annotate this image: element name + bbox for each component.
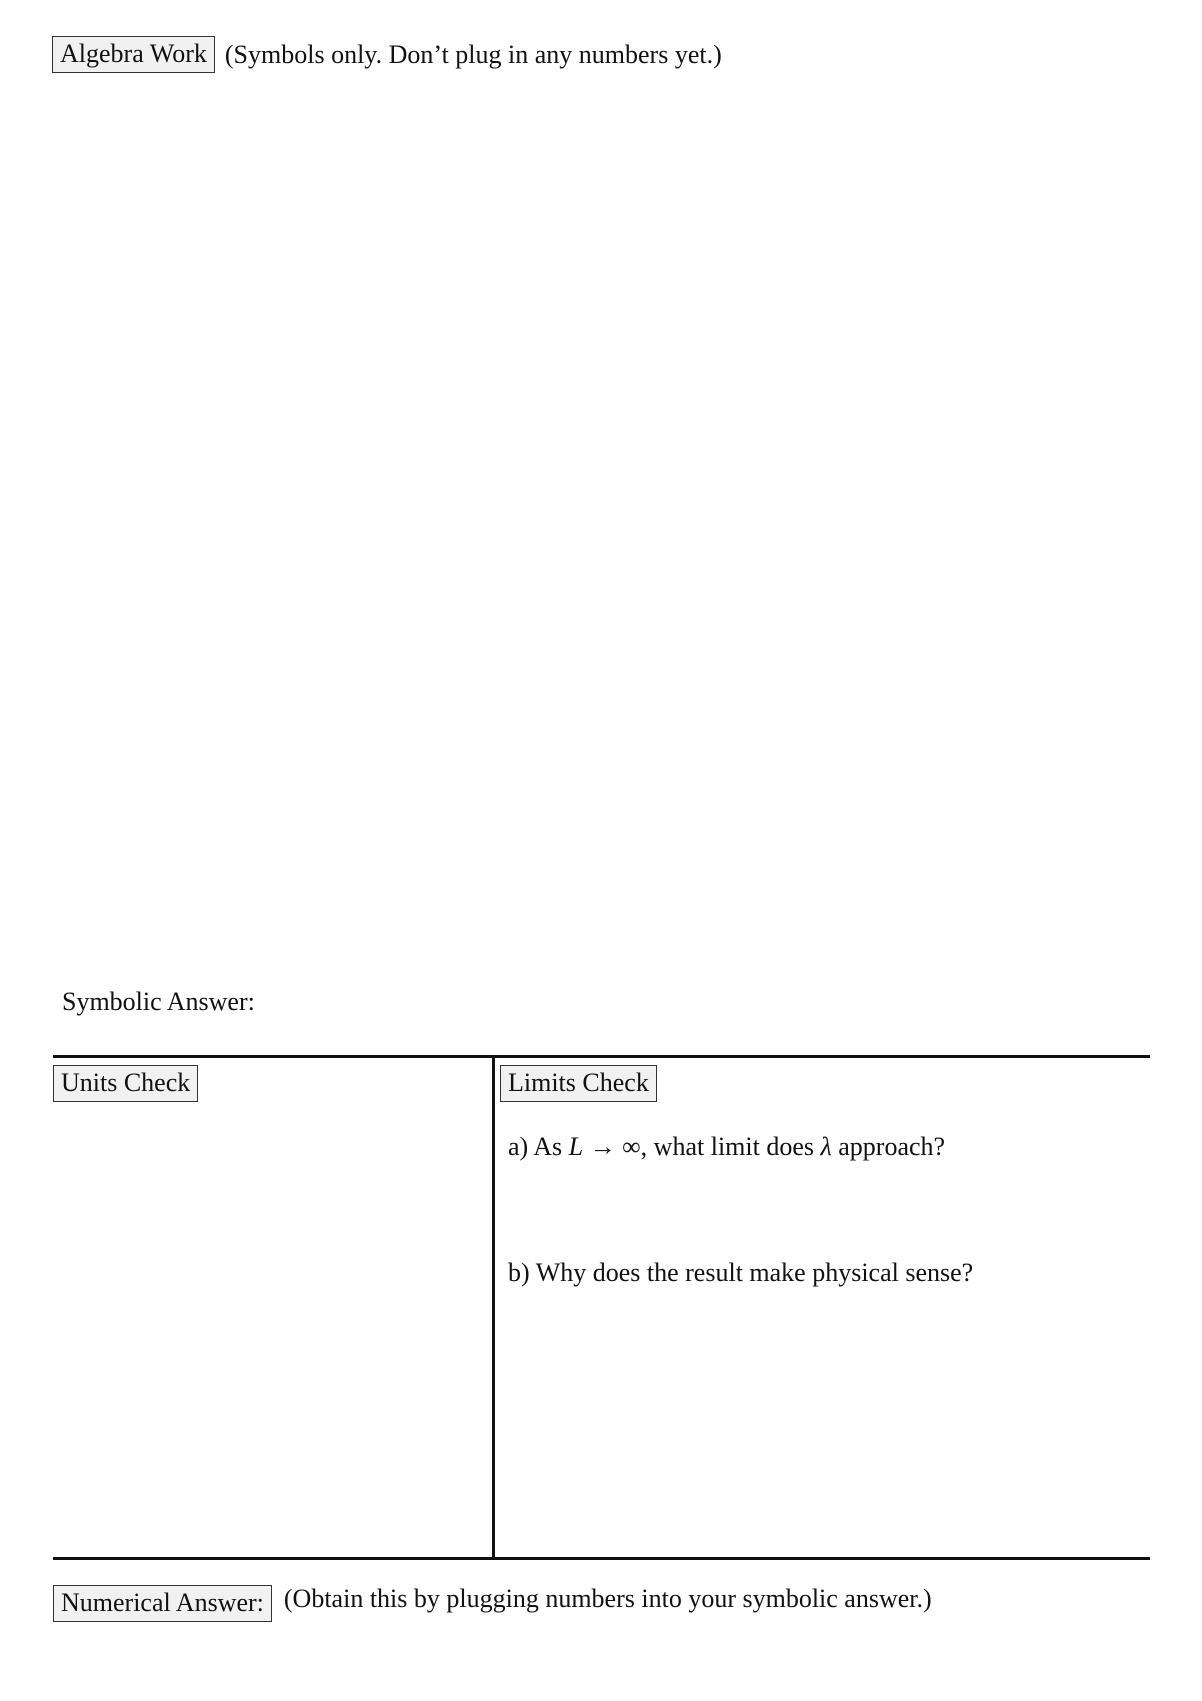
section-bottom-rule bbox=[53, 1557, 1150, 1560]
numerical-answer-header bbox=[53, 1585, 932, 1622]
algebra-work-label: Algebra Work bbox=[52, 36, 215, 73]
algebra-work-instruction: (Symbols only. Don’t plug in any numbers yet.) bbox=[224, 39, 722, 69]
variable-lambda: λ bbox=[820, 1132, 832, 1161]
limits-check-label: Limits Check bbox=[500, 1065, 657, 1102]
units-check-area[interactable] bbox=[53, 1110, 483, 1550]
numerical-answer-label: Numerical Answer: bbox=[53, 1585, 272, 1622]
symbolic-answer-label: Symbolic Answer: bbox=[62, 987, 255, 1016]
units-check-label: Units Check bbox=[53, 1065, 198, 1102]
limits-question-b: b) Why does the result make physical sense? bbox=[508, 1258, 974, 1287]
section-top-rule bbox=[53, 1055, 1150, 1058]
question-a-suffix: approach? bbox=[831, 1132, 946, 1161]
section-divider bbox=[492, 1055, 495, 1560]
algebra-work-area[interactable] bbox=[53, 80, 1150, 960]
numerical-answer-instruction: (Obtain this by plugging numbers into your symbolic answer.) bbox=[283, 1583, 932, 1613]
algebra-work-header bbox=[52, 36, 722, 73]
question-a-prefix: a) As bbox=[508, 1132, 569, 1161]
variable-l: L bbox=[568, 1132, 584, 1161]
question-a-middle: → ∞, what limit does bbox=[583, 1132, 821, 1161]
limits-question-a bbox=[508, 1131, 945, 1163]
